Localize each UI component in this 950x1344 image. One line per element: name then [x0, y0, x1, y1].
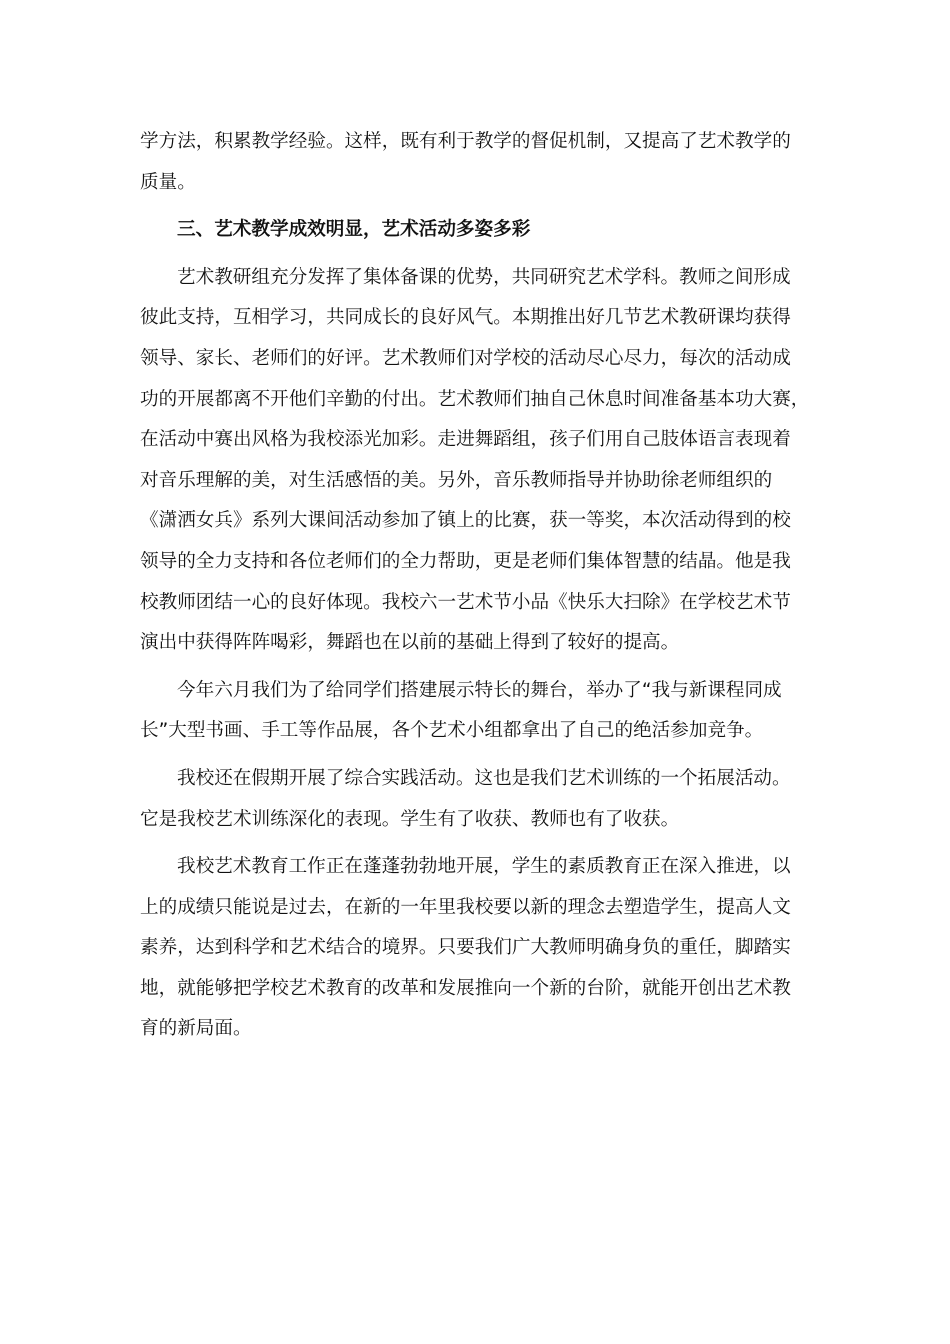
text-line: 我校艺术教育工作正在蓬蓬勃勃地开展，学生的素质教育正在深入推进，以	[177, 856, 791, 878]
section-heading	[140, 210, 812, 251]
text-line: 在活动中赛出风格为我校添光加彩。走进舞蹈组，孩子们用自己肢体语言表现着	[140, 429, 791, 451]
paragraph-gap	[140, 251, 812, 258]
paragraph	[140, 671, 812, 752]
paragraph-gap	[140, 840, 812, 847]
text-line: 《潇洒女兵》系列大课间活动参加了镇上的比赛，获一等奖，本次活动得到的校	[140, 510, 791, 532]
paragraph-gap	[140, 664, 812, 671]
text-line: 育的新局面。	[140, 1018, 252, 1040]
paragraph-gap	[140, 203, 812, 210]
text-line: 长”大型书画、手工等作品展，各个艺术小组都拿出了自己的绝活参加竞争。	[140, 720, 764, 742]
paragraph-gap	[140, 752, 812, 759]
paragraph	[140, 258, 812, 664]
paragraph	[140, 847, 812, 1050]
text-line: 演出中获得阵阵喝彩，舞蹈也在以前的基础上得到了较好的提高。	[140, 632, 680, 654]
text-line: 功的开展都离不开他们辛勤的付出。艺术教师们抽自己休息时间准备基本功大赛，	[140, 388, 810, 410]
section-heading-text: 三、艺术教学成效明显，艺术活动多姿多彩	[177, 219, 531, 241]
text-line: 今年六月我们为了给同学们搭建展示特长的舞台，举办了“我与新课程同成	[177, 679, 782, 701]
text-line: 上的成绩只能说是过去，在新的一年里我校要以新的理念去塑造学生，提高人文	[140, 896, 791, 918]
text-line: 我校还在假期开展了综合实践活动。这也是我们艺术训练的一个拓展活动。	[177, 767, 791, 789]
paragraph-continuation	[140, 122, 812, 203]
text-line: 素养，达到科学和艺术结合的境界。只要我们广大教师明确身负的重任，脚踏实	[140, 937, 791, 959]
document-body	[140, 122, 812, 1050]
text-line: 对音乐理解的美，对生活感悟的美。另外，音乐教师指导并协助徐老师组织的	[140, 469, 773, 491]
text-line: 学方法，积累教学经验。这样，既有利于教学的督促机制，又提高了艺术教学的	[140, 131, 791, 152]
text-line: 它是我校艺术训练深化的表现。学生有了收获、教师也有了收获。	[140, 808, 680, 830]
text-line: 地，就能够把学校艺术教育的改革和发展推向一个新的台阶，就能开创出艺术教	[140, 977, 791, 999]
text-line: 彼此支持，互相学习，共同成长的良好风气。本期推出好几节艺术教研课均获得	[140, 307, 791, 329]
text-line: 质量。	[140, 171, 196, 193]
text-line: 领导的全力支持和各位老师们的全力帮助，更是老师们集体智慧的结晶。他是我	[140, 550, 791, 572]
paragraph	[140, 759, 812, 840]
text-line: 艺术教研组充分发挥了集体备课的优势，共同研究艺术学科。教师之间形成	[177, 266, 791, 288]
text-line: 领导、家长、老师们的好评。艺术教师们对学校的活动尽心尽力，每次的活动成	[140, 347, 791, 369]
text-line: 校教师团结一心的良好体现。我校六一艺术节小品《快乐大扫除》在学校艺术节	[140, 591, 791, 613]
